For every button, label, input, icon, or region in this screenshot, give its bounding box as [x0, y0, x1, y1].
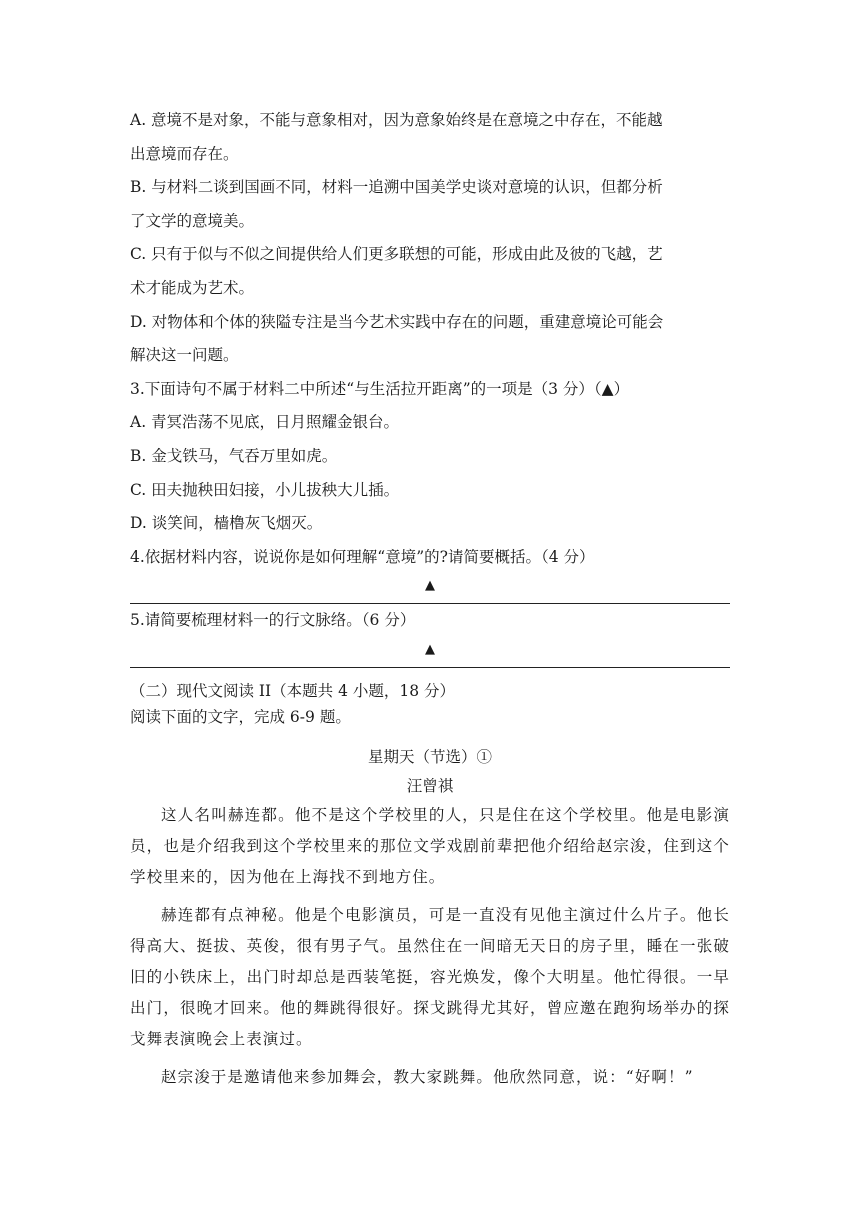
question-3	[130, 373, 730, 541]
q5-answer-line[interactable]	[130, 638, 730, 668]
section-heading: （二）现代文阅读 II（本题共 4 小题，18 分）	[130, 681, 456, 700]
q2-option-b-line1: B. 与材料二谈到国画不同，材料一追溯中国美学史谈对意境的认识，但都分析	[130, 178, 663, 197]
q2-option-a-line2: 出意境而存在。	[130, 144, 239, 163]
question-4	[130, 541, 730, 605]
q2-option-c-line1: C. 只有于似与不似之间提供给人们更多联想的可能，形成由此及彼的飞越，艺	[130, 245, 663, 264]
q2-options	[130, 104, 730, 373]
q3-option-b: B. 金戈铁马，气吞万里如虎。	[130, 446, 338, 465]
q2-option-a-line1: A. 意境不是对象，不能与意象相对，因为意象始终是在意境之中存在，不能越	[130, 111, 663, 129]
answer-triangle-icon: ▲	[425, 641, 435, 657]
q4-stem: 4.依据材料内容，说说你是如何理解“意境”的?请简要概括。（4 分）	[130, 547, 595, 566]
q3-option-d: D. 谈笑间，樯橹灰飞烟灭。	[130, 514, 323, 533]
exam-page	[130, 104, 730, 1093]
answer-triangle-icon: ▲	[425, 578, 435, 594]
q4-answer-line[interactable]	[130, 574, 730, 604]
q2-option-b-line2: 了文学的意境美。	[130, 211, 255, 230]
passage-author: 汪曾祺	[406, 776, 454, 795]
q2-option-d-line2: 解决这一问题。	[130, 346, 239, 365]
q2-option-d-line1: D. 对物体和个体的狭隘专注是当今艺术实践中存在的问题，重建意境论可能会	[130, 312, 664, 331]
q5-stem: 5.请简要梳理材料一的行文脉络。（6 分）	[130, 611, 416, 630]
passage-paragraph: 赫连都有点神秘。他是个电影演员，可是一直没有见他主演过什么片子。他长得高大、挺拔、英俊，很有男子气。虽然住在一间暗无天日的房子里，睡在一张破旧的小铁床上，出门时却总是西装笔挺，容光焕发，像个大明星。他忙得很。一早出门，很晚才回来。他的舞跳得很好。探戈跳得尤其好，曾应邀在跑狗场举办的探戈舞表演晚会上表演过。	[130, 905, 730, 1048]
answer-rule	[130, 667, 730, 668]
section-2	[130, 678, 730, 1093]
section-instruction: 阅读下面的文字，完成 6-9 题。	[130, 707, 351, 726]
q3-option-c: C. 田夫抛秧田妇接，小儿拔秧大儿插。	[130, 480, 400, 499]
passage-paragraph: 这人名叫赫连都。他不是这个学校里的人，只是住在这个学校里。他是电影演员，也是介绍我到这个学校里来的那位文学戏剧前辈把他介绍给赵宗浚，住到这个学校里来的，因为他在上海找不到地方住。	[130, 805, 730, 886]
passage-title: 星期天（节选）①	[367, 747, 492, 766]
question-5	[130, 604, 730, 668]
passage-paragraph: 赵宗浚于是邀请他来参加舞会，教大家跳舞。他欣然同意，说：“好啊！”	[161, 1067, 694, 1086]
answer-rule	[130, 603, 730, 604]
q3-stem: 3.下面诗句不属于材料二中所述“与生活拉开距离”的一项是（3 分）（▲）	[130, 379, 630, 398]
q3-option-a: A. 青冥浩荡不见底，日月照耀金银台。	[130, 413, 400, 432]
q2-option-c-line2: 术才能成为艺术。	[130, 278, 255, 297]
